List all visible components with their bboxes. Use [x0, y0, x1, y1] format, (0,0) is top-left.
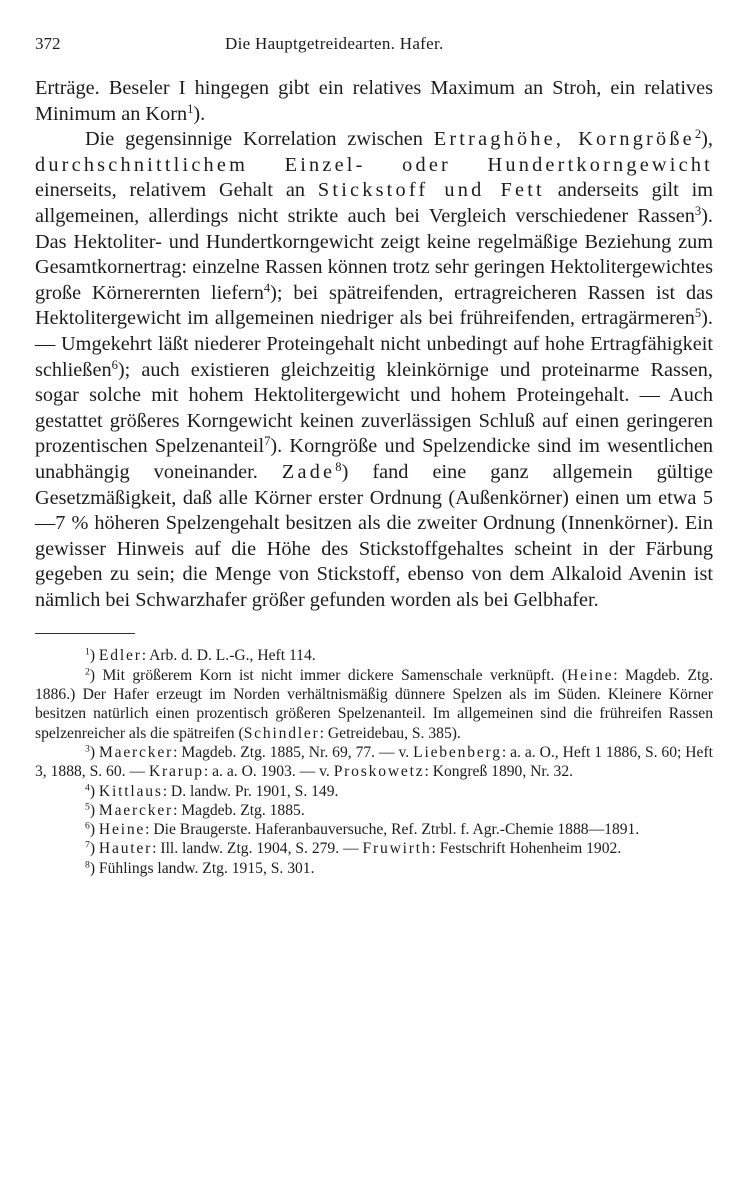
text-run: Erträge. Beseler I hingegen gibt ein relatives Maximum an Stroh, ein relatives Minimum an Korn [35, 77, 713, 125]
text-run: einerseits, relativem Gehalt an [35, 179, 318, 202]
footnote-mark: 5 [85, 801, 90, 813]
footnote-mark: 2 [85, 666, 90, 678]
paragraph-1 [35, 76, 713, 127]
footnote-ref: 3 [694, 204, 702, 219]
footnote-mark: 7 [85, 840, 90, 852]
text-run: : Getreidebau, S. 385). [319, 724, 461, 742]
text-run: : Magdeb. Ztg. 1885, Nr. 69, 77. — v. [173, 743, 414, 761]
paragraph-2 [35, 127, 713, 613]
running-head: Die Hauptgetreidearten. Hafer. [225, 34, 444, 53]
page-number: 372 [35, 34, 61, 53]
text-run: : D. landw. Pr. 1901, S. 149. [162, 782, 339, 800]
footnote-4: $^4$) Kittlaus: D. landw. Pr. 1901, S. 149. [85, 782, 339, 800]
footnote-ref: 6 [111, 357, 118, 372]
author-name: Heine [98, 821, 146, 839]
text-run: ). — Umgekehrt läßt niederer Proteingehalt nicht unbedingt auf hohe Ertragfähigkeit schließen [35, 307, 713, 381]
text-run: ); auch existieren gleichzeitig kleinkörnige und proteinarme Rassen, sogar solche mit hohem Hektolitergewicht und hohem Proteingehalt. — Auch gestattet größeres Korngewicht keinen zuverlässigen Schluß auf einen geringeren prozentischen Spelzenanteil [35, 358, 713, 458]
main-text [35, 76, 713, 613]
author-name: Schindler [243, 724, 320, 742]
text-run: ). Das Hektoliter- und Hundertkorngewicht zeigt keine regelmäßige Beziehung zum Gesamtkornertrag: einzelne Rassen können trotz sehr geringen Hektolitergewichtes große Körnerernten liefern [35, 204, 713, 304]
author-name: Liebenberg [413, 743, 502, 761]
footnote-mark: 3 [85, 743, 90, 755]
text-run: Die gegensinnige Korrelation zwischen [85, 128, 434, 151]
footnote-mark: 8 [85, 859, 90, 871]
footnotes [35, 646, 713, 878]
text-run: ). [193, 102, 206, 125]
footnote-ref: 7 [264, 434, 271, 449]
footnote-ref: 4 [263, 280, 271, 295]
footnote-ref: 1 [187, 101, 194, 116]
author-name: Kittlaus [98, 782, 163, 800]
author-name: Proskowetz [333, 763, 425, 781]
text-run: : Magdeb. Ztg. 1885. [173, 801, 305, 819]
page-header [35, 34, 713, 62]
footnote-mark: 4 [85, 782, 90, 794]
footnote-7: $^7$) Hauter: Ill. landw. Ztg. 1904, S. 279. — Fruwirth: Festschrift Hohenheim 1902. [85, 840, 622, 858]
text-run: : Magdeb. Ztg. 1886.) Der Hafer erzeugt im Norden verhältnismäßig dünnere Spelzen als im Süden. Kleinere Körner besitzen natürlich einen prozentisch größeren Spelzenanteil. Im allgemeinen sind die frühreifen Rassen spelzenreicher als die spätreifen ( [35, 666, 713, 742]
spaced-emphasis: Ertraghöhe, Korngröße [433, 128, 695, 151]
author-name: Hauter [98, 840, 153, 858]
author-name: Fruwirth [362, 840, 432, 858]
text-run: : Ill. landw. Ztg. 1904, S. 279. — [152, 840, 363, 858]
footnote-2: $^2$) Mit größerem Korn ist nicht immer dickere Samenschale verknüpft. (Heine: Magdeb. Ztg. 1886.) Der Hafer erzeugt im Norden verhältnismäßig dünnere Spelzen als im Süden. Kleinere Körner besitzen natürlich einen prozentisch größeren Spelzenanteil. Im allgemeinen sind die frühreifen Rassen spelzenreicher als die spätreifen (Schindler: Getreidebau, S. 385). [35, 666, 713, 742]
text-run: Mit größerem Korn ist nicht immer dickere Samenschale verknüpft. ( [102, 666, 568, 684]
footnote-mark: 6 [85, 820, 90, 832]
footnote-ref: 5 [694, 306, 702, 321]
text-run: ); bei spätreifenden, ertragreicheren Rassen ist das Hektolitergewicht im allgemeinen niedriger als bei frühreifenden, ertragärmeren [35, 281, 713, 330]
author-name: Maercker [98, 801, 174, 819]
text-run: : a. a. O. 1903. — v. [203, 763, 334, 781]
footnote-ref: 2 [694, 127, 702, 142]
footnote-1: $^1$) Edler: Arb. d. D. L.-G., Heft 114. [85, 647, 316, 665]
text-run: : Arb. d. D. L.-G., Heft 114. [141, 647, 316, 665]
author-name: Maercker [98, 743, 174, 761]
footnote-mark: 1 [85, 647, 90, 659]
footnote-3: $^3$) Maercker: Magdeb. Ztg. 1885, Nr. 69, 77. — v. Liebenberg: a. a. O., Heft 1 1886, S. 60; Heft 3, 1888, S. 60. — Krarup: a. a. O. 1903. — v. Proskowetz: Kongreß 1890, Nr. 32. [35, 743, 713, 781]
text-run: : Festschrift Hohenheim 1902. [431, 840, 622, 858]
author-name: Krarup [148, 763, 204, 781]
footnote-divider [35, 633, 135, 634]
footnote-8: $^8$) Fühlings landw. Ztg. 1915, S. 301. [85, 859, 315, 877]
text-run: Fühlings landw. Ztg. 1915, S. 301. [98, 859, 315, 877]
text-run: : Kongreß 1890, Nr. 32. [424, 763, 574, 781]
text-run: anderseits gilt im allgemeinen, allerdings nicht strikte auch bei Vergleich verschiedener Rassen [35, 179, 713, 227]
text-run: ). Korngröße und Spelzendicke sind im wesentlichen unabhängig voneinander. [35, 435, 713, 483]
author-name: Heine [567, 666, 614, 684]
footnote-ref: 8 [335, 459, 342, 474]
footnote-6: $^6$) Heine: Die Braugerste. Haferanbauversuche, Ref. Ztrbl. f. Agr.-Chemie 1888—1891. [85, 820, 640, 839]
footnote-5: $^5$) Maercker: Magdeb. Ztg. 1885. [85, 801, 305, 819]
text-run: : Die Braugerste. Haferanbauversuche, Ref. Ztrbl. f. Agr.-Chemie 1888—1891. [145, 821, 640, 839]
text-run: ), [701, 128, 713, 151]
text-run: ) fand eine ganz allgemein gültige Gesetzmäßigkeit, daß alle Körner erster Ordnung (Außenkörner) einen um etwa 5—7 % höheren Spelzengehalt besitzen als die zweiter Ordnung (Innenkörner). Ein gewisser Hinweis auf die Höhe des Stickstoffgehaltes scheint in der Färbung gegeben zu sein; die Menge von Stickstoff, ebenso von dem Alkaloid Avenin ist nämlich bei Schwarzhafer größer gefunden worden als bei Gelbhafer. [35, 460, 713, 611]
spaced-emphasis: Stickstoff und Fett [317, 179, 545, 202]
spaced-emphasis: Zade [281, 460, 336, 483]
author-name: Edler [98, 647, 142, 665]
text-run: : a. a. O., Heft 1 1886, S. 60; Heft 3, 1888, S. 60. — [35, 743, 713, 781]
spaced-emphasis: durchschnittlichem Einzel- oder Hundertkorngewicht [35, 153, 713, 176]
